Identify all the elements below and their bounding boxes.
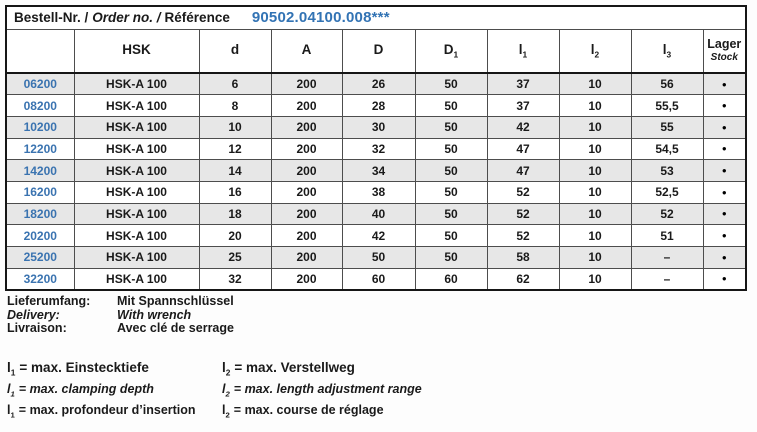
table-row bbox=[6, 247, 746, 269]
table-row bbox=[6, 138, 746, 160]
cell-l3: 53 bbox=[631, 160, 703, 182]
cell-D1: 50 bbox=[415, 160, 487, 182]
cell-l1: 47 bbox=[487, 160, 559, 182]
cell-l3: 55,5 bbox=[631, 95, 703, 117]
cell-hsk: HSK-A 100 bbox=[74, 160, 199, 182]
cell-l2: 10 bbox=[559, 160, 631, 182]
cell-l2: 10 bbox=[559, 268, 631, 290]
delivery-info bbox=[7, 295, 234, 336]
stock-dot-icon: ● bbox=[703, 247, 746, 269]
cell-l1: 37 bbox=[487, 95, 559, 117]
cell-l3: – bbox=[631, 268, 703, 290]
order-label-en: Order no. / bbox=[92, 10, 161, 26]
cell-D1: 50 bbox=[415, 116, 487, 138]
col-header-l2: $l_2$ bbox=[559, 29, 631, 73]
stock-dot-icon: ● bbox=[703, 95, 746, 117]
delivery-row-fr bbox=[7, 322, 234, 336]
cell-A: 200 bbox=[271, 181, 342, 203]
delivery-label-en: Delivery: bbox=[7, 307, 60, 322]
cell-A: 200 bbox=[271, 203, 342, 225]
cell-l2: 10 bbox=[559, 203, 631, 225]
table-row bbox=[6, 203, 746, 225]
cell-d: 25 bbox=[199, 247, 271, 269]
cell-D1: 50 bbox=[415, 203, 487, 225]
delivery-label-de: Lieferumfang: bbox=[7, 294, 91, 308]
cell-l2: 10 bbox=[559, 247, 631, 269]
col-header-empty bbox=[6, 29, 74, 73]
cell-hsk: HSK-A 100 bbox=[74, 247, 199, 269]
col-header-D: D bbox=[342, 29, 415, 73]
stock-dot-icon: ● bbox=[703, 116, 746, 138]
cell-D1: 50 bbox=[415, 138, 487, 160]
col-header-l1: $l_1$ bbox=[487, 29, 559, 73]
table-row bbox=[6, 160, 746, 182]
cell-l1: 58 bbox=[487, 247, 559, 269]
cell-D: 34 bbox=[342, 160, 415, 182]
cell-D1: 50 bbox=[415, 73, 487, 95]
col-header-stock: Lager Stock bbox=[703, 29, 746, 73]
cell-A: 200 bbox=[271, 225, 342, 247]
cell-l1: 52 bbox=[487, 225, 559, 247]
order-number: 90502.04100.008*** bbox=[251, 9, 390, 27]
delivery-label-fr: Livraison: bbox=[7, 321, 67, 335]
order-title-row bbox=[6, 6, 746, 29]
table-row bbox=[6, 95, 746, 117]
cell-hsk: HSK-A 100 bbox=[74, 138, 199, 160]
cell-l3: 55 bbox=[631, 116, 703, 138]
col-header-A: A bbox=[271, 29, 342, 73]
cell-l1: 52 bbox=[487, 181, 559, 203]
cell-order-id: 20200 bbox=[6, 225, 74, 247]
stock-dot-icon: ● bbox=[703, 160, 746, 182]
legend-l2-en: $l_2 = \max$. length adjustment range bbox=[222, 381, 422, 399]
stock-dot-icon: ● bbox=[703, 138, 746, 160]
table-row bbox=[6, 73, 746, 95]
cell-D1: 50 bbox=[415, 225, 487, 247]
cell-order-id: 12200 bbox=[6, 138, 74, 160]
cell-A: 200 bbox=[271, 95, 342, 117]
cell-hsk: HSK-A 100 bbox=[74, 95, 199, 117]
cell-l1: 37 bbox=[487, 73, 559, 95]
cell-l1: 47 bbox=[487, 138, 559, 160]
cell-A: 200 bbox=[271, 247, 342, 269]
cell-l3: 52 bbox=[631, 203, 703, 225]
cell-l1: 62 bbox=[487, 268, 559, 290]
cell-D: 40 bbox=[342, 203, 415, 225]
cell-l1: 42 bbox=[487, 116, 559, 138]
stock-dot-icon: ● bbox=[703, 73, 746, 95]
dimension-legend bbox=[7, 360, 422, 424]
cell-A: 200 bbox=[271, 268, 342, 290]
stock-dot-icon: ● bbox=[703, 268, 746, 290]
column-header-row bbox=[6, 29, 746, 73]
cell-l3: 56 bbox=[631, 73, 703, 95]
legend-l2-column bbox=[222, 360, 422, 424]
cell-D: 38 bbox=[342, 181, 415, 203]
cell-d: 16 bbox=[199, 181, 271, 203]
cell-D: 42 bbox=[342, 225, 415, 247]
cell-D: 30 bbox=[342, 116, 415, 138]
cell-order-id: 25200 bbox=[6, 247, 74, 269]
cell-d: 12 bbox=[199, 138, 271, 160]
cell-D1: 50 bbox=[415, 95, 487, 117]
cell-A: 200 bbox=[271, 116, 342, 138]
cell-D1: 50 bbox=[415, 247, 487, 269]
cell-hsk: HSK-A 100 bbox=[74, 181, 199, 203]
cell-A: 200 bbox=[271, 73, 342, 95]
cell-hsk: HSK-A 100 bbox=[74, 203, 199, 225]
table-body bbox=[6, 73, 746, 290]
delivery-row-de bbox=[7, 295, 234, 309]
cell-l3: 51 bbox=[631, 225, 703, 247]
cell-order-id: 10200 bbox=[6, 116, 74, 138]
table-row bbox=[6, 116, 746, 138]
cell-l2: 10 bbox=[559, 138, 631, 160]
cell-A: 200 bbox=[271, 138, 342, 160]
cell-l2: 10 bbox=[559, 116, 631, 138]
cell-d: 8 bbox=[199, 95, 271, 117]
col-header-hsk: HSK bbox=[74, 29, 199, 73]
stock-dot-icon: ● bbox=[703, 203, 746, 225]
cell-d: 6 bbox=[199, 73, 271, 95]
delivery-value-fr: Avec clé de serrage bbox=[117, 321, 234, 335]
order-label-de: Bestell-Nr. / bbox=[14, 10, 89, 26]
table-row bbox=[6, 181, 746, 203]
cell-d: 10 bbox=[199, 116, 271, 138]
delivery-value-en: With wrench bbox=[117, 307, 192, 322]
cell-D1: 50 bbox=[415, 181, 487, 203]
legend-l1-column bbox=[7, 360, 222, 424]
table-row bbox=[6, 268, 746, 290]
cell-l2: 10 bbox=[559, 95, 631, 117]
cell-d: 20 bbox=[199, 225, 271, 247]
cell-l3: 52,5 bbox=[631, 181, 703, 203]
cell-l3: 54,5 bbox=[631, 138, 703, 160]
cell-order-id: 16200 bbox=[6, 181, 74, 203]
col-header-d: d bbox=[199, 29, 271, 73]
cell-order-id: 32200 bbox=[6, 268, 74, 290]
cell-D: 50 bbox=[342, 247, 415, 269]
legend-l1-en: $l_1 = \max$. clamping depth bbox=[7, 381, 154, 399]
cell-order-id: 08200 bbox=[6, 95, 74, 117]
cell-order-id: 18200 bbox=[6, 203, 74, 225]
cell-d: 14 bbox=[199, 160, 271, 182]
col-header-D1: $D_1$ bbox=[415, 29, 487, 73]
stock-dot-icon: ● bbox=[703, 225, 746, 247]
table-row bbox=[6, 225, 746, 247]
delivery-row-en bbox=[7, 309, 234, 323]
cell-l2: 10 bbox=[559, 181, 631, 203]
cell-D: 26 bbox=[342, 73, 415, 95]
cell-l3: – bbox=[631, 247, 703, 269]
cell-order-id: 06200 bbox=[6, 73, 74, 95]
cell-D1: 60 bbox=[415, 268, 487, 290]
order-title-cell bbox=[6, 6, 746, 29]
cell-hsk: HSK-A 100 bbox=[74, 73, 199, 95]
cell-A: 200 bbox=[271, 160, 342, 182]
legend-l2-de: $l_2 = \max$. Verstellweg bbox=[222, 360, 355, 378]
stock-dot-icon: ● bbox=[703, 181, 746, 203]
legend-l2-fr: $l_2 = \max$. course de réglage bbox=[222, 403, 384, 420]
legend-l1-de: $l_1 = \max$. Einstecktiefe bbox=[7, 360, 149, 378]
cell-order-id: 14200 bbox=[6, 160, 74, 182]
cell-D: 60 bbox=[342, 268, 415, 290]
cell-hsk: HSK-A 100 bbox=[74, 116, 199, 138]
product-spec-table bbox=[5, 5, 747, 291]
col-header-l3: $l_3$ bbox=[631, 29, 703, 73]
cell-d: 18 bbox=[199, 203, 271, 225]
delivery-value-de: Mit Spannschlüssel bbox=[117, 294, 234, 308]
cell-D: 32 bbox=[342, 138, 415, 160]
order-label-fr: Référence bbox=[164, 10, 230, 26]
cell-D: 28 bbox=[342, 95, 415, 117]
cell-l1: 52 bbox=[487, 203, 559, 225]
cell-l2: 10 bbox=[559, 225, 631, 247]
legend-l1-fr: $l_1 = \max$. profondeur d’insertion bbox=[7, 403, 196, 420]
cell-hsk: HSK-A 100 bbox=[74, 268, 199, 290]
cell-d: 32 bbox=[199, 268, 271, 290]
cell-l2: 10 bbox=[559, 73, 631, 95]
cell-hsk: HSK-A 100 bbox=[74, 225, 199, 247]
